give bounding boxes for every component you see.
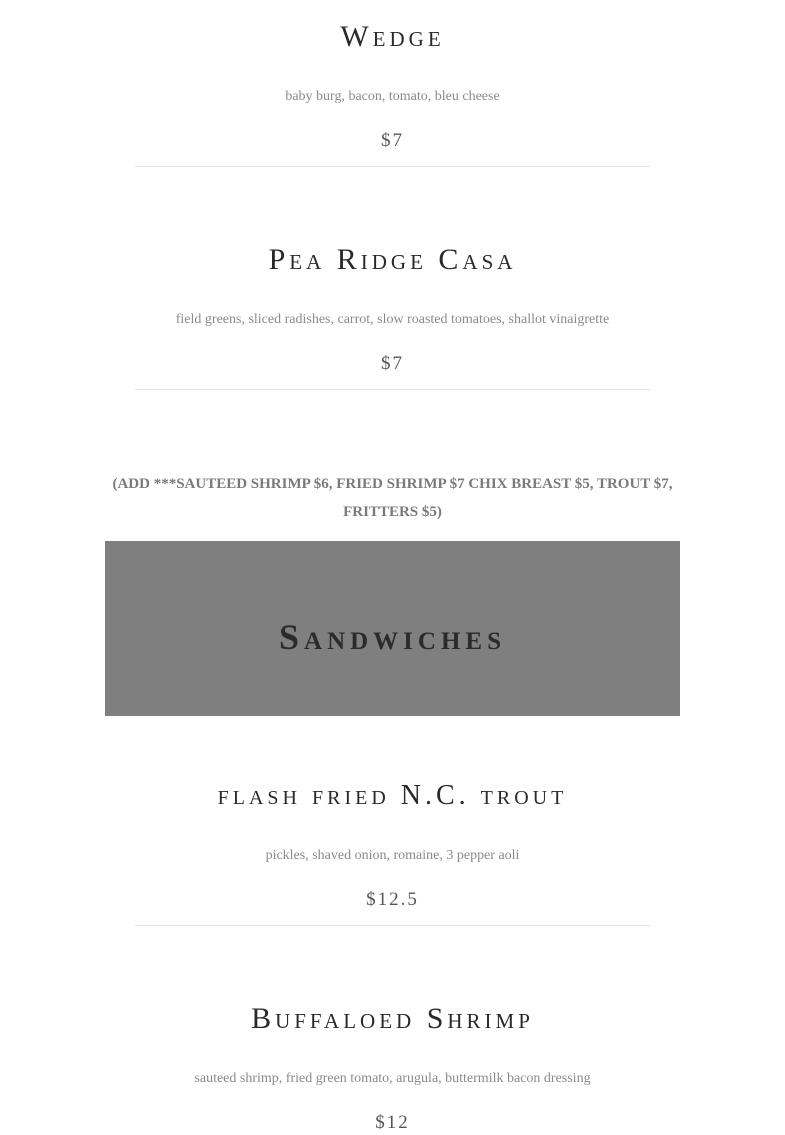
- menu-item-pea-ridge-casa: [135, 223, 650, 393]
- item-description: field greens, sliced radishes, carrot, slow roasted tomatoes, shallot vinaigrette: [175, 312, 610, 327]
- item-title: Buffaloed Shrimp: [251, 1002, 534, 1035]
- item-description: baby burg, bacon, tomato, bleu cheese: [285, 89, 500, 104]
- section-title: Sandwiches: [279, 617, 506, 657]
- menu-item-wedge: [135, 0, 650, 170]
- item-divider: [135, 166, 650, 167]
- item-description: sauteed shrimp, fried green tomato, arugula, buttermilk bacon dressing: [194, 1071, 591, 1086]
- item-title: flash fried N.C. trout: [217, 780, 568, 811]
- item-price: $7: [381, 130, 404, 151]
- item-title: Wedge: [340, 20, 445, 53]
- item-price: $12.5: [366, 889, 419, 910]
- item-divider: [135, 925, 650, 926]
- menu-item-flash-fried-trout: [135, 759, 650, 929]
- item-price: $7: [381, 353, 404, 374]
- addon-note: (ADD ***SAUTEED SHRIMP $6, FRIED SHRIMP $7 CHIX BREAST $5, TROUT $7, FRITTERS $5): [112, 476, 673, 520]
- item-divider: [135, 389, 650, 390]
- item-price: $12: [375, 1112, 410, 1133]
- menu-item-buffaloed-shrimp: [135, 982, 650, 1132]
- section-banner-sandwiches: [105, 541, 680, 716]
- item-title: Pea Ridge Casa: [268, 243, 517, 276]
- item-description: pickles, shaved onion, romaine, 3 pepper aoli: [265, 848, 520, 863]
